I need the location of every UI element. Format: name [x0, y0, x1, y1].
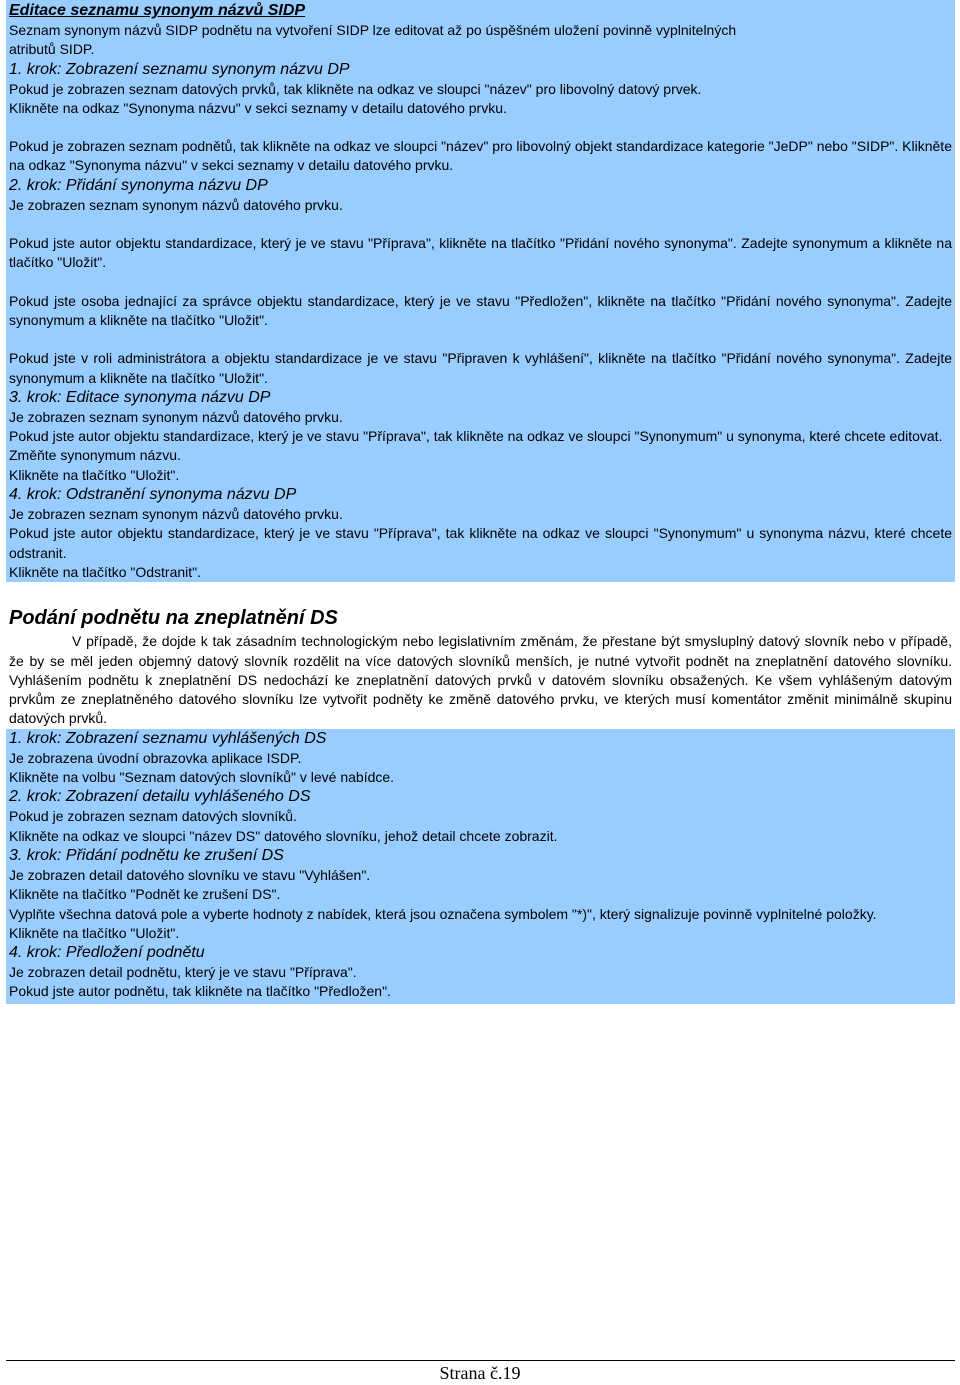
step-title: 1. krok: Zobrazení seznamu synonym názvu DP [9, 60, 350, 78]
step-text: Klikněte na tlačítko "Podnět ke zrušení DS". [9, 886, 281, 903]
step-paragraph: Pokud je zobrazen seznam podnětů, tak klikněte na odkaz ve sloupci "název" pro libovolný objekt standardizace kategorie "JeDP" nebo "SIDP". Klikněte na odkaz "Synonyma názvu" v sekci seznamy v detailu datového prvku. [9, 138, 952, 174]
step-text: Pokud je zobrazen seznam datových slovníků. [9, 808, 297, 825]
step-title: 4. krok: Předložení podnětu [9, 944, 205, 962]
step-paragraph: Pokud jste v roli administrátora a objektu standardizace je ve stavu "Připraven k vyhlášení", klikněte na tlačítko "Přidání nového synonyma". Zadejte synonymum a klikněte na tlačítko "Uložit". [9, 350, 952, 386]
section-synonyms [6, 0, 955, 582]
step-text: Klikněte na tlačítko "Odstranit". [9, 563, 202, 580]
step-paragraph: Pokud jste autor objektu standardizace, který je ve stavu "Příprava", tak klikněte na odkaz ve sloupci "Synonymum" u synonyma, které chcete editovat. [9, 428, 943, 445]
step-text: Klikněte na tlačítko "Uložit". [9, 924, 180, 941]
step-paragraph: Pokud jste osoba jednající za správce objektu standardizace, který je ve stavu "Předložen", klikněte na tlačítko "Přidání nového synonyma". Zadejte synonymum a klikněte na tlačítko "Uložit". [9, 292, 952, 328]
step-text: Pokud je zobrazen seznam datových prvků, tak klikněte na odkaz ve sloupci "název" pro libovolný datový prvek. [9, 80, 702, 97]
step-text: Změňte synonymum názvu. [9, 447, 181, 464]
step-text: Klikněte na odkaz "Synonyma názvu" v sekci seznamy v detailu datového prvku. [9, 99, 507, 116]
step-text: Je zobrazen seznam synonym názvů datového prvku. [9, 196, 343, 213]
section-title: Editace seznamu synonym názvů SIDP [9, 2, 306, 19]
step-title: 1. krok: Zobrazení seznamu vyhlášených DS [9, 729, 327, 747]
step-text: Klikněte na tlačítko "Uložit". [9, 466, 180, 483]
intro-text-cont: atributů SIDP. [9, 41, 95, 58]
step-title: 3. krok: Editace synonyma názvu DP [9, 388, 271, 406]
step-text: Pokud jste autor podnětu, tak klikněte na tlačítko "Předložen". [9, 983, 391, 1000]
step-text: Klikněte na volbu "Seznam datových slovníků" v levé nabídce. [9, 769, 395, 786]
step-title: 2. krok: Přidání synonyma názvu DP [9, 176, 268, 194]
step-paragraph: Vyplňte všechna datová pole a vyberte hodnoty z nabídek, která jsou označena symbolem "*)", který signalizuje povinně vyplnitelné položky. [9, 905, 877, 922]
step-text: Je zobrazena úvodní obrazovka aplikace ISDP. [9, 749, 302, 766]
step-paragraph: Pokud jste autor objektu standardizace, který je ve stavu "Příprava", klikněte na tlačítko "Přidání nového synonyma". Zadejte synonymum a klikněte na tlačítko "Uložit". [9, 235, 952, 271]
step-text: Je zobrazen seznam synonym názvů datového prvku. [9, 506, 343, 523]
step-title: 3. krok: Přidání podnětu ke zrušení DS [9, 846, 284, 864]
page-number: Strana č.19 [439, 1363, 521, 1383]
intro-text: Seznam synonym názvů SIDP podnětu na vytvoření SIDP lze editovat až po úspěšném uložení povinně vyplnitelných [9, 22, 737, 38]
step-text: Je zobrazen detail datového slovníku ve stavu "Vyhlášen". [9, 866, 371, 883]
step-paragraph: Pokud jste autor objektu standardizace, který je ve stavu "Příprava", tak klikněte na odkaz ve sloupci "Synonymum" u synonyma názvu, které chcete odstranit. [9, 525, 952, 561]
step-text: Je zobrazen detail podnětu, který je ve stavu "Příprava". [9, 964, 357, 981]
step-title: 4. krok: Odstranění synonyma názvu DP [9, 486, 297, 504]
section-invalidation-steps [6, 729, 955, 1004]
step-title: 2. krok: Zobrazení detailu vyhlášeného DS [9, 788, 311, 806]
step-text: Klikněte na odkaz ve sloupci "název DS" datového slovníku, jehož detail chcete zobrazit. [9, 827, 558, 844]
footer-divider [6, 1360, 955, 1361]
section-heading: Podání podnětu na zneplatnění DS [9, 607, 338, 630]
step-text: Je zobrazen seznam synonym názvů datového prvku. [9, 408, 343, 425]
section-intro: V případě, že dojde k tak zásadním technologickým nebo legislativním změnám, že přestane být smysluplný datový slovník nebo v případě, že by se měl jeden objemný datový slovník rozdělit na více datových slovníků menších, je nutné vytvořit podnět na zneplatnění datového slovníku. Vyhlášením podnětu k zneplatnění DS nedochází ke zneplatnění datových prvků v datovém slovníku obsažených. Ke všem vyhlášeným datovým prvkům ze zneplatněného datového slovníku lze vytvořit podněty ke změně datového prvku, ve kterých musí komentátor změnit minimálně skupinu datových prvků. [9, 633, 952, 727]
